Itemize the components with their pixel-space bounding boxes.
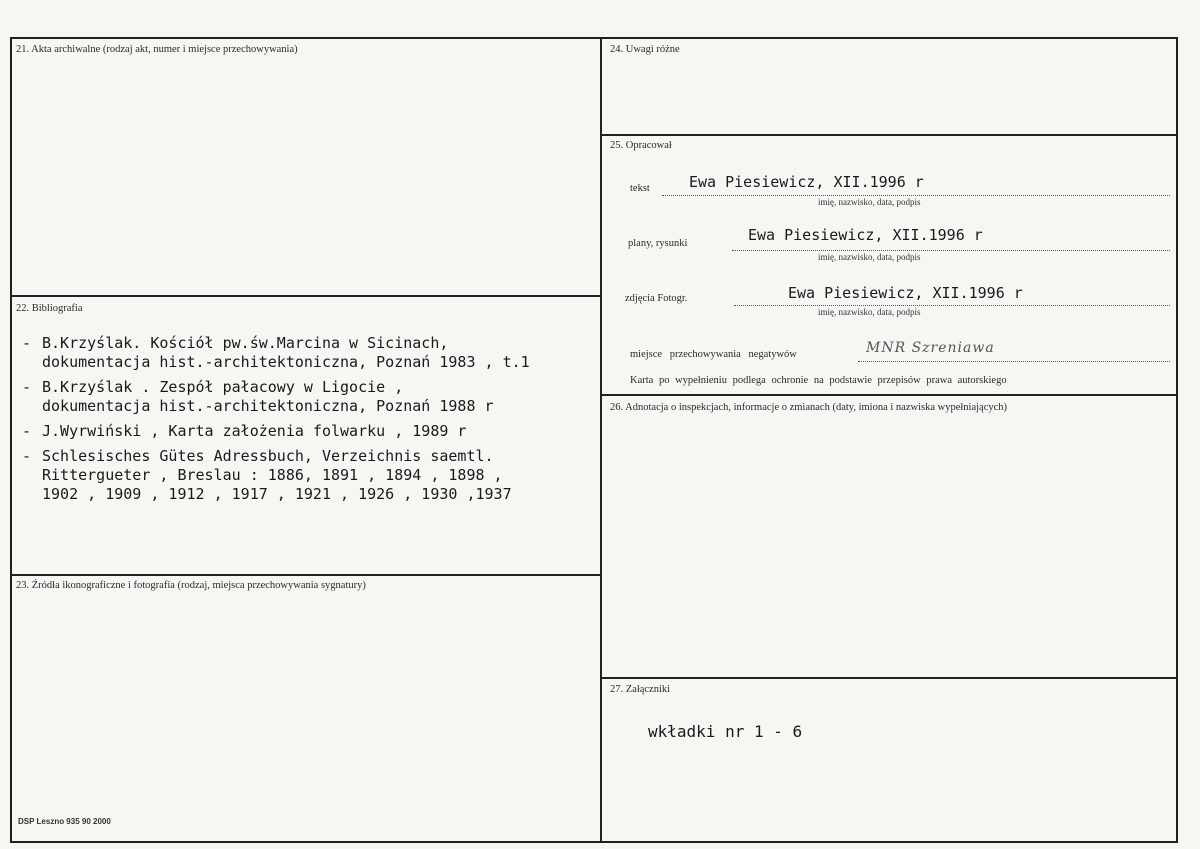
opracowal-plany-value: Ewa Piesiewicz, XII.1996 r <box>748 226 983 244</box>
divider-21-22 <box>10 295 600 297</box>
opracowal-zdjecia-line <box>734 305 1170 306</box>
section-25-label: 25. Opracował <box>610 140 672 151</box>
divider-24-25 <box>600 134 1176 136</box>
bibliography-item: - B.Krzyślak . Zespół pałacowy w Ligocie , dokumentacja hist.-architektoniczna, Poznań 1988 r <box>22 378 494 415</box>
divider-25-26 <box>600 394 1176 396</box>
column-divider <box>600 37 602 841</box>
opracowal-zdjecia-label: zdjęcia Fotogr. <box>625 293 688 304</box>
section-21-label: 21. Akta archiwalne (rodzaj akt, numer i miejsce przechowywania) <box>16 44 298 55</box>
section-26-label: 26. Adnotacja o inspekcjach, informacje o zmianach (daty, imiona i nazwiska wypełniających) <box>610 402 1008 413</box>
bibliography-item: - J.Wyrwiński , Karta założenia folwarku , 1989 r <box>22 422 467 440</box>
negatives-value: MNR Szreniawa <box>866 340 995 356</box>
opracowal-plany-line <box>732 250 1170 251</box>
bibliography-item: - Schlesisches Gütes Adressbuch, Verzeichnis saemtl. Rittergueter , Breslau : 1886, 1891 , 1894 , 1898 , 1902 , 1909 , 1912 , 1917 , 1921 , 1926 , 1930 ,1937 <box>22 447 512 503</box>
opracowal-plany-label: plany, rysunki <box>628 238 688 249</box>
bibliography-item: - B.Krzyślak. Kościół pw.św.Marcina w Sicinach, dokumentacja hist.-architektoniczna, Poznań 1983 , t.1 <box>22 334 530 371</box>
bibliography-list <box>22 334 592 510</box>
opracowal-tekst-label: tekst <box>630 183 650 194</box>
bibliography-item-text: Schlesisches Gütes Adressbuch, Verzeichnis saemtl. Rittergueter , Breslau : 1886, 1891 , 1894 , 1898 , 1902 , 1909 , 1912 , 1917 , 1921 , 1926 , 1930 ,1937 <box>42 447 512 503</box>
printer-imprint: DSP Leszno 935 90 2000 <box>18 817 111 826</box>
negatives-label: miejsce przechowywania negatywów <box>630 349 797 360</box>
section-24-label: 24. Uwagi różne <box>610 44 680 55</box>
attachments-value: wkładki nr 1 - 6 <box>648 722 803 741</box>
opracowal-tekst-caption: imię, nazwisko, data, podpis <box>818 197 921 207</box>
bibliography-item-text: B.Krzyślak. Kościół pw.św.Marcina w Sicinach, dokumentacja hist.-architektoniczna, Poznań 1983 , t.1 <box>42 334 530 371</box>
copyright-notice: Karta po wypełnieniu podlega ochronie na podstawie przepisów prawa autorskiego <box>630 375 1007 386</box>
bibliography-item-text: B.Krzyślak . Zespół pałacowy w Ligocie , dokumentacja hist.-architektoniczna, Poznań 1988 r <box>42 378 494 415</box>
opracowal-tekst-value: Ewa Piesiewicz, XII.1996 r <box>689 173 924 191</box>
divider-26-27 <box>600 677 1176 679</box>
section-27-label: 27. Załączniki <box>610 684 671 695</box>
opracowal-zdjecia-caption: imię, nazwisko, data, podpis <box>818 307 921 317</box>
section-23-label: 23. Źródła ikonograficzne i fotografia (rodzaj, miejsca przechowywania sygnatury) <box>16 580 366 591</box>
opracowal-plany-caption: imię, nazwisko, data, podpis <box>818 252 921 262</box>
opracowal-zdjecia-value: Ewa Piesiewicz, XII.1996 r <box>788 284 1023 302</box>
negatives-line <box>858 361 1170 362</box>
divider-22-23 <box>10 574 600 576</box>
bibliography-item-text: J.Wyrwiński , Karta założenia folwarku , 1989 r <box>42 422 467 440</box>
section-22-label: 22. Bibliografia <box>16 303 83 314</box>
opracowal-tekst-line <box>662 195 1170 196</box>
